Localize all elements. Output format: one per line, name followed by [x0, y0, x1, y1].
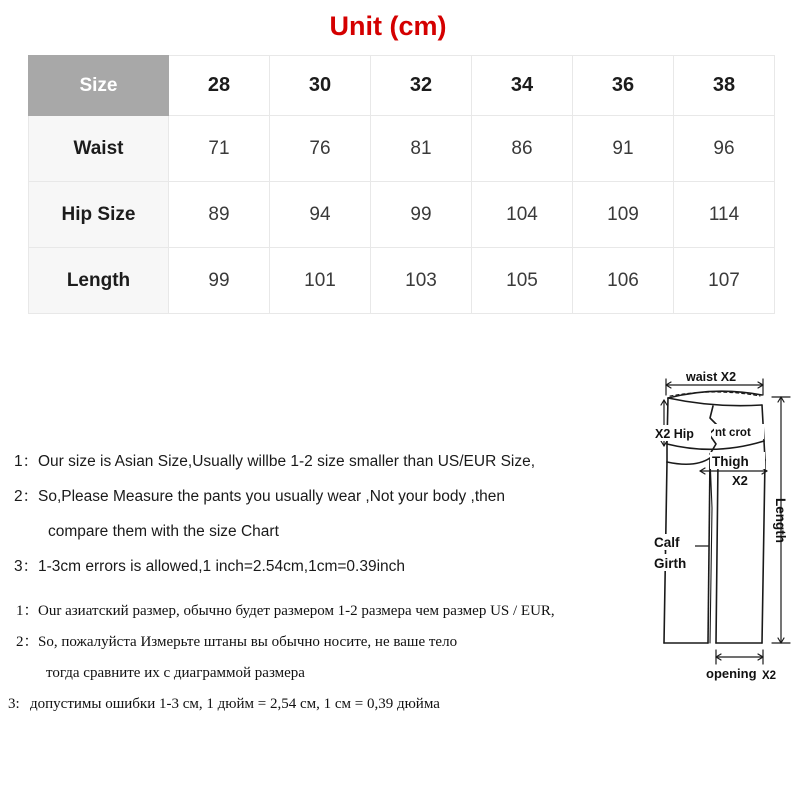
- diagram-label-thigh: Thigh: [712, 454, 749, 469]
- table-row: [29, 248, 775, 314]
- diagram-label-length: Length: [773, 498, 788, 543]
- header-cell-size-2: 32: [371, 56, 472, 116]
- diagram-label-hip: X2 Hip: [655, 427, 694, 441]
- note-en-2-number: 2：: [14, 488, 39, 505]
- note-en-1-number: 1：: [14, 453, 39, 470]
- cell-waist-5: 96: [674, 116, 775, 182]
- note-ru-2-number: 2：: [16, 634, 39, 650]
- note-ru-2-text: So, пожалуйста Измерьте штаны вы обычно носите, не ваше тело: [38, 634, 458, 650]
- header-cell-size-4: 36: [573, 56, 674, 116]
- note-ru-3-number: 3:: [8, 696, 20, 712]
- note-en-1: [14, 444, 614, 479]
- note-en-2-continued: compare them with the size Chart: [48, 523, 279, 540]
- row-label-waist: Waist: [29, 116, 169, 182]
- cell-hip-3: 104: [472, 182, 573, 248]
- cell-waist-4: 91: [573, 116, 674, 182]
- cell-hip-4: 109: [573, 182, 674, 248]
- table-row: [29, 116, 775, 182]
- cell-waist-3: 86: [472, 116, 573, 182]
- cell-hip-0: 89: [169, 182, 270, 248]
- diagram-label-thigh-x2: X2: [732, 473, 748, 488]
- diagram-label-front-crotch: nt crot: [715, 427, 751, 439]
- russian-instructions: [8, 596, 628, 720]
- diagram-label-waist: waist X2: [686, 370, 737, 384]
- note-ru-2-continued: тогда сравните их с диаграммой размера: [46, 665, 305, 681]
- table-header-row: [29, 56, 775, 116]
- note-en-3-number: 3：: [14, 558, 39, 575]
- note-ru-3-text: допустимы ошибки 1-3 см, 1 дюйм = 2,54 см, 1 см = 0,39 дюйма: [30, 696, 440, 712]
- diagram-label-opening: opening: [706, 666, 757, 681]
- note-ru-2: [8, 627, 628, 658]
- cell-length-4: 106: [573, 248, 674, 314]
- note-en-2-text: So,Please Measure the pants you usually wear ,Not your body ,then: [38, 488, 505, 505]
- note-ru-3: [8, 689, 628, 720]
- cell-waist-2: 81: [371, 116, 472, 182]
- cell-length-1: 101: [270, 248, 371, 314]
- note-en-2: [14, 479, 614, 514]
- note-ru-1: [8, 596, 628, 627]
- header-cell-size-3: 34: [472, 56, 573, 116]
- header-cell-size-1: 30: [270, 56, 371, 116]
- size-chart-table: [28, 55, 775, 314]
- note-en-1-text: Our size is Asian Size,Usually willbe 1-2 size smaller than US/EUR Size,: [38, 453, 536, 470]
- cell-length-2: 103: [371, 248, 472, 314]
- cell-hip-1: 94: [270, 182, 371, 248]
- cell-hip-5: 114: [674, 182, 775, 248]
- english-instructions: [14, 444, 614, 584]
- cell-length-5: 107: [674, 248, 775, 314]
- header-cell-size-0: 28: [169, 56, 270, 116]
- row-label-length: Length: [29, 248, 169, 314]
- pants-measurement-diagram: [650, 368, 800, 698]
- diagram-label-opening-x2: X2: [762, 670, 777, 682]
- header-cell-size-5: 38: [674, 56, 775, 116]
- note-ru-1-number: 1：: [16, 603, 39, 619]
- row-label-hip-size: Hip Size: [29, 182, 169, 248]
- cell-length-0: 99: [169, 248, 270, 314]
- cell-waist-1: 76: [270, 116, 371, 182]
- header-cell-size: Size: [29, 56, 169, 116]
- page-title: Unit (cm): [329, 11, 447, 41]
- diagram-label-calf: Calf: [654, 535, 680, 550]
- note-ru-1-text: Our азиатский размер, обычно будет размером 1-2 размера чем размер US / EUR,: [38, 603, 555, 619]
- note-en-3: [14, 549, 614, 584]
- note-en-3-text: 1-3cm errors is allowed,1 inch=2.54cm,1cm=0.39inch: [38, 558, 406, 575]
- table-row: [29, 182, 775, 248]
- cell-length-3: 105: [472, 248, 573, 314]
- diagram-label-girth: Girth: [654, 556, 687, 571]
- cell-hip-2: 99: [371, 182, 472, 248]
- cell-waist-0: 71: [169, 116, 270, 182]
